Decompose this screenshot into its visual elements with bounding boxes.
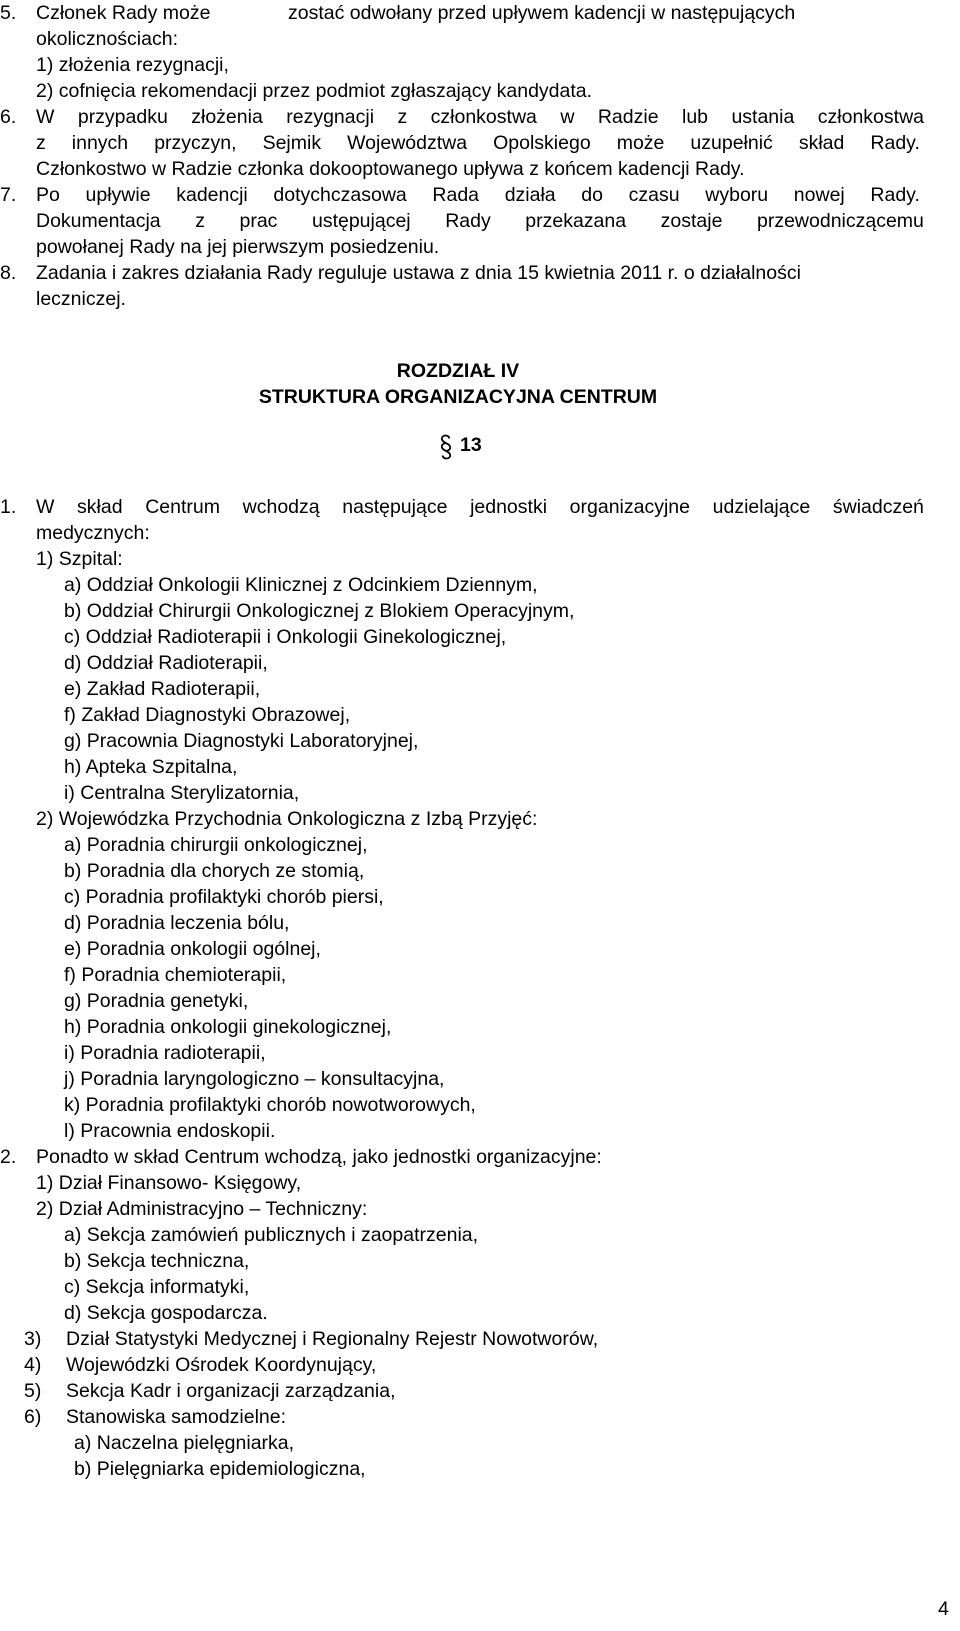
list-item: d) Poradnia leczenia bólu, [64, 912, 290, 934]
list-item: b) Poradnia dla chorych ze stomią, [64, 860, 365, 882]
list-item-number: 5) [24, 1380, 42, 1402]
word: świadczeń [832, 496, 924, 518]
word: do [581, 184, 603, 206]
point-8-line-2: leczniczej. [36, 288, 126, 310]
word: kadencji [176, 184, 248, 206]
word: organizacyjne [569, 496, 690, 518]
point-6-line-3: Członkostwo w Radzie członka dokooptowanego upływa z końcem kadencji Rady. [36, 158, 745, 180]
word: wchodzą [242, 496, 320, 518]
word: Rada [432, 184, 480, 206]
word: upływie [85, 184, 151, 206]
point-7-number: 7. [0, 184, 17, 206]
list-item: b) Oddział Chirurgii Onkologicznej z Blokiem Operacyjnym, [64, 600, 575, 622]
word: ustępującej [311, 210, 411, 232]
list-item-number: 4) [24, 1354, 42, 1376]
word: może [616, 132, 665, 154]
point-7-line-1 [36, 182, 920, 208]
word: z [36, 132, 46, 154]
list-item: i) Poradnia radioterapii, [64, 1042, 266, 1064]
point-5-item-2: 2) cofnięcia rekomendacji przez podmiot zgłaszający kandydata. [36, 80, 593, 102]
word: lub [681, 106, 709, 128]
word: z [195, 210, 205, 232]
list-item: b) Sekcja techniczna, [64, 1250, 250, 1272]
word: członkostwa [817, 106, 924, 128]
word: Centrum [145, 496, 220, 518]
list-item: c) Sekcja informatyki, [64, 1276, 250, 1298]
list-item: Dział Statystyki Medycznej i Regionalny Rejestr Nowotworów, [66, 1328, 599, 1350]
word: działa [504, 184, 556, 206]
chapter-subtitle: STRUKTURA ORGANIZACYJNA CENTRUM [258, 386, 658, 408]
word: W [36, 496, 55, 518]
list-item: Sekcja Kadr i organizacji zarządzania, [66, 1380, 396, 1402]
word: nowej [793, 184, 845, 206]
section-1-intro-line-1 [36, 494, 924, 520]
word: skład [77, 496, 123, 518]
word: rezygnacji [286, 106, 375, 128]
paragraph-number: 13 [460, 434, 482, 456]
point-5-item-1: 1) złożenia rezygnacji, [36, 54, 229, 76]
list-item: g) Pracownia Diagnostyki Laboratoryjnej, [64, 730, 419, 752]
point-5-line-1-right: zostać odwołany przed upływem kadencji w następujących [288, 2, 796, 24]
word: przekazana [525, 210, 627, 232]
list-item: b) Pielęgniarka epidemiologiczna, [74, 1458, 366, 1480]
word: członkostwa [430, 106, 537, 128]
word: udzielające [712, 496, 811, 518]
section-1-group-1-label: 1) Szpital: [36, 548, 123, 570]
word: Województwa [347, 132, 468, 154]
word: Dokumentacja [36, 210, 161, 232]
point-5-line-1-left: Członek Rady może [36, 2, 211, 24]
list-item: c) Oddział Radioterapii i Onkologii Ginekologicznej, [64, 626, 507, 648]
list-item: g) Poradnia genetyki, [64, 990, 249, 1012]
list-item: e) Poradnia onkologii ogólnej, [64, 938, 321, 960]
list-item: a) Oddział Onkologii Klinicznej z Odcinkiem Dziennym, [64, 574, 538, 596]
word: skład [798, 132, 845, 154]
list-item: a) Poradnia chirurgii onkologicznej, [64, 834, 368, 856]
word: uzupełnić [690, 132, 773, 154]
list-item: h) Poradnia onkologii ginekologicznej, [64, 1016, 392, 1038]
list-item: a) Sekcja zamówień publicznych i zaopatrzenia, [64, 1224, 479, 1246]
list-item: c) Poradnia profilaktyki chorób piersi, [64, 886, 384, 908]
list-item: d) Sekcja gospodarcza. [64, 1302, 268, 1324]
point-6-line-2 [36, 130, 920, 156]
section-1-group-2-label: 2) Wojewódzka Przychodnia Onkologiczna z Izbą Przyjęć: [36, 808, 538, 830]
word: Po [36, 184, 60, 206]
list-item: k) Poradnia profilaktyki chorób nowotworowych, [64, 1094, 476, 1116]
chapter-title: ROZDZIAŁ IV [396, 360, 520, 382]
word: Rady [445, 210, 491, 232]
word: przewodniczącemu [756, 210, 924, 232]
word: czasu [628, 184, 680, 206]
word: w [560, 106, 575, 128]
point-6-line-1 [36, 104, 924, 130]
list-item: e) Zakład Radioterapii, [64, 678, 261, 700]
point-7-line-2 [36, 208, 924, 234]
list-item: i) Centralna Sterylizatornia, [64, 782, 300, 804]
point-7-line-3: powołanej Rady na jej pierwszym posiedzeniu. [36, 236, 440, 258]
list-item: Stanowiska samodzielne: [66, 1406, 287, 1428]
list-item: j) Poradnia laryngologiczno – konsultacyjna, [64, 1068, 445, 1090]
section-2-number: 2. [0, 1146, 17, 1168]
point-8-line-1: Zadania i zakres działania Rady reguluje ustawa z dnia 15 kwietnia 2011 r. o działalności [36, 262, 801, 284]
list-item: a) Naczelna pielęgniarka, [74, 1432, 295, 1454]
list-item-number: 6) [24, 1406, 42, 1428]
word: W [36, 106, 55, 128]
list-item: d) Oddział Radioterapii, [64, 652, 268, 674]
word: wyboru [705, 184, 769, 206]
section-1-number: 1. [0, 496, 17, 518]
point-5-line-2: okolicznościach: [36, 28, 178, 50]
word: z [397, 106, 408, 128]
list-item: f) Poradnia chemioterapii, [64, 964, 287, 986]
page-number: 4 [938, 1598, 949, 1620]
word: następujące [342, 496, 448, 518]
word: innych [71, 132, 129, 154]
section-sign-icon [440, 434, 452, 460]
list-item: Wojewódzki Ośrodek Koordynujący, [66, 1354, 377, 1376]
word: prac [239, 210, 278, 232]
section-2-intro: Ponadto w skład Centrum wchodzą, jako jednostki organizacyjne: [36, 1146, 602, 1168]
word: Sejmik [262, 132, 322, 154]
list-item: l) Pracownia endoskopii. [64, 1120, 276, 1142]
word: Opolskiego [493, 132, 591, 154]
point-5-line-1 [36, 0, 925, 26]
word: złożenia [191, 106, 263, 128]
word: jednostki [470, 496, 548, 518]
section-1-intro-line-2: medycznych: [36, 522, 150, 544]
section-2-item-2: 2) Dział Administracyjno – Techniczny: [36, 1198, 368, 1220]
section-2-item-1: 1) Dział Finansowo- Księgowy, [36, 1172, 302, 1194]
point-5-number: 5. [0, 2, 17, 24]
word: Radzie [597, 106, 659, 128]
word: zostaje [660, 210, 723, 232]
word: przyczyn, [154, 132, 237, 154]
point-8-number: 8. [0, 262, 17, 284]
list-item: h) Apteka Szpitalna, [64, 756, 238, 778]
word: przypadku [77, 106, 168, 128]
word: ustania [731, 106, 795, 128]
word: Rady. [870, 132, 920, 154]
list-item: f) Zakład Diagnostyki Obrazowej, [64, 704, 351, 726]
word: Rady. [870, 184, 920, 206]
point-6-number: 6. [0, 106, 17, 128]
list-item-number: 3) [24, 1328, 42, 1350]
word: dotychczasowa [273, 184, 407, 206]
